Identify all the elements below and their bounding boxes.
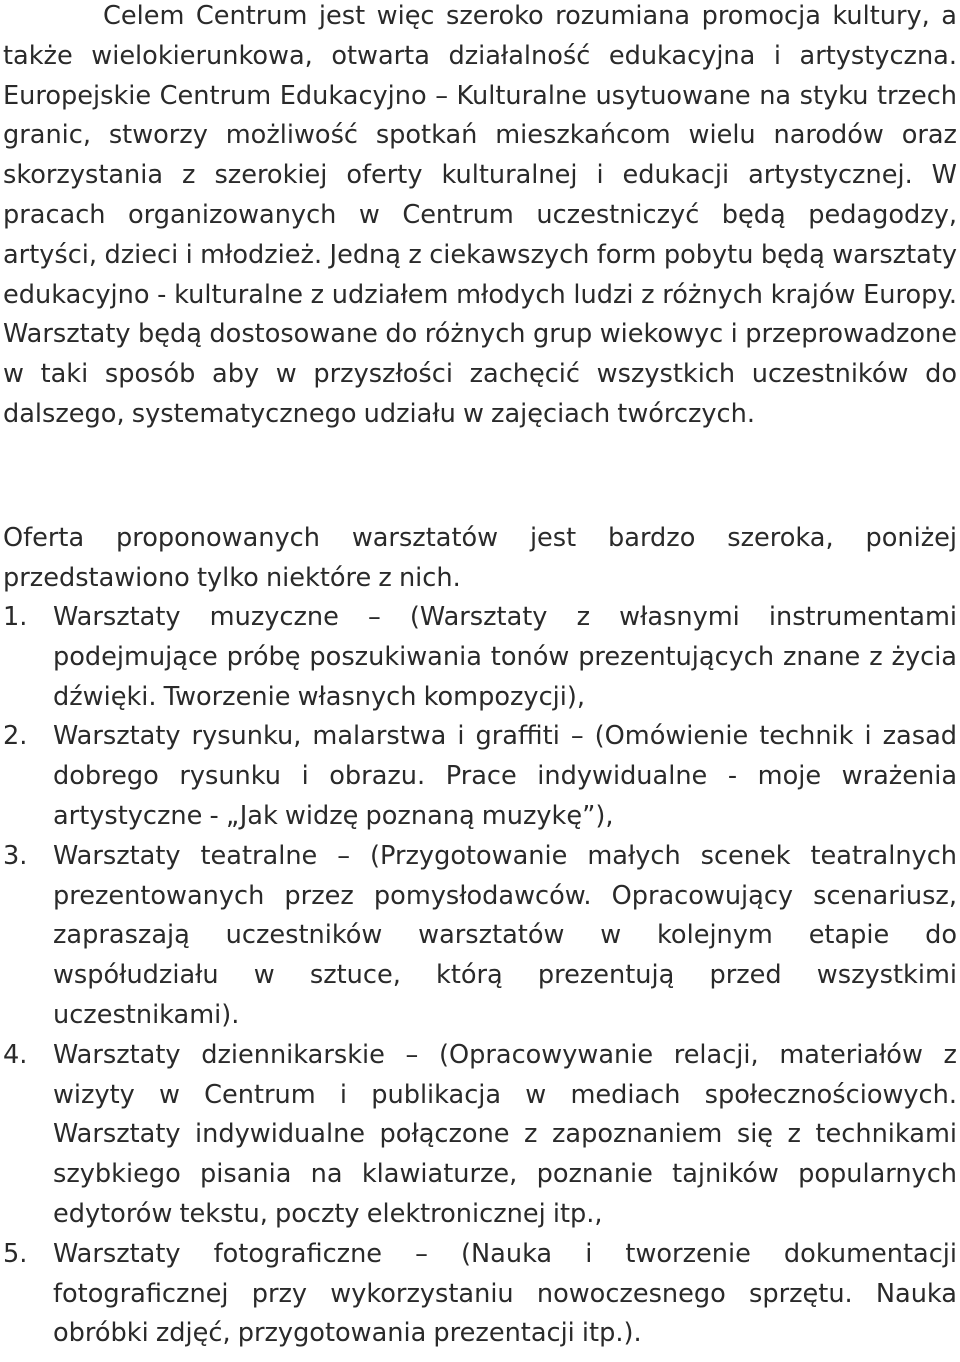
list-item (0, 1036, 960, 1235)
list-item (0, 717, 960, 836)
list-item-text: Warsztaty muzyczne – (Warsztaty z własnymi instrumentami podejmujące próbę poszukiwania tonów prezentujących znane z życia dźwięki. Tworzenie własnych kompozycji), (53, 602, 957, 712)
list-item-number: 4. (3, 1039, 28, 1070)
list-item (0, 837, 960, 1036)
list-item-text: Warsztaty dziennikarskie – (Opracowywanie relacji, materiałów z wizyty w Centrum i publikacja w mediach społecznościowych. Warsztaty indywidualne połączone z zapoznaniem się z technikami szybkiego pisania na klawiaturze, poznanie tajników popularnych edytorów tekstu, poczty elektronicznej itp., (53, 1039, 957, 1229)
list-item (0, 1235, 960, 1354)
list-item-text: Warsztaty teatralne – (Przygotowanie małych scenek teatralnych prezentowanych przez pomysłodawców. Opracowujący scenariusz, zapraszają uczestników warsztatów w kolejnym etapie do współudziału w sztuce, którą prezentują przed wszystkimi uczestnikami). (53, 840, 957, 1030)
list-item-number: 2. (3, 721, 28, 752)
intro-text: Celem Centrum jest więc szeroko rozumiana promocja kultury, a także wielokierunkowa, otwarta działalność edukacyjna i artystyczna. Europejskie Centrum Edukacyjno – Kulturalne usytuowane na styku trzech granic, stworzy możliwość spotkań mieszkańcom wielu narodów oraz skorzystania z szerokiej oferty kulturalnej i edukacji artystycznej. W pracach organizowanych w Centrum uczestniczyć będą pedagodzy, artyści, dzieci i młodzież. Jedną z ciekawszych form pobytu będą warsztaty edukacyjno - kulturalne z udziałem młodych ludzi z różnych krajów Europy. Warsztaty będą dostosowane do różnych grup wiekowyc i przeprowadzone w taki sposób aby w przyszłości zachęcić wszystkich uczestników do dalszego, systematycznego udziału w zajęciach twórczych. (3, 1, 957, 429)
list-item-text: Warsztaty fotograficzne – (Nauka i tworzenie dokumentacji fotograficznej przy wykorzystaniu nowoczesnego sprzętu. Nauka obróbki zdjęć, przygotowania prezentacji itp.). (53, 1238, 957, 1349)
list-item-number: 3. (3, 840, 28, 871)
intro-paragraph (0, 0, 960, 435)
list-item-number: 5. (3, 1238, 28, 1269)
list-item-text: Warsztaty rysunku, malarstwa i graffiti – (Omówienie technik i zasad dobrego rysunku i obrazu. Prace indywidualne - moje wrażenia artystyczne - „Jak widzę poznaną muzykę”), (53, 721, 957, 831)
list-item-number: 1. (3, 602, 28, 632)
workshop-list (0, 598, 960, 1354)
list-item (0, 598, 960, 717)
offer-paragraph: Oferta proponowanych warsztatów jest bardzo szeroka, poniżej przedstawiono tylko niektóre z nich. (3, 523, 957, 593)
